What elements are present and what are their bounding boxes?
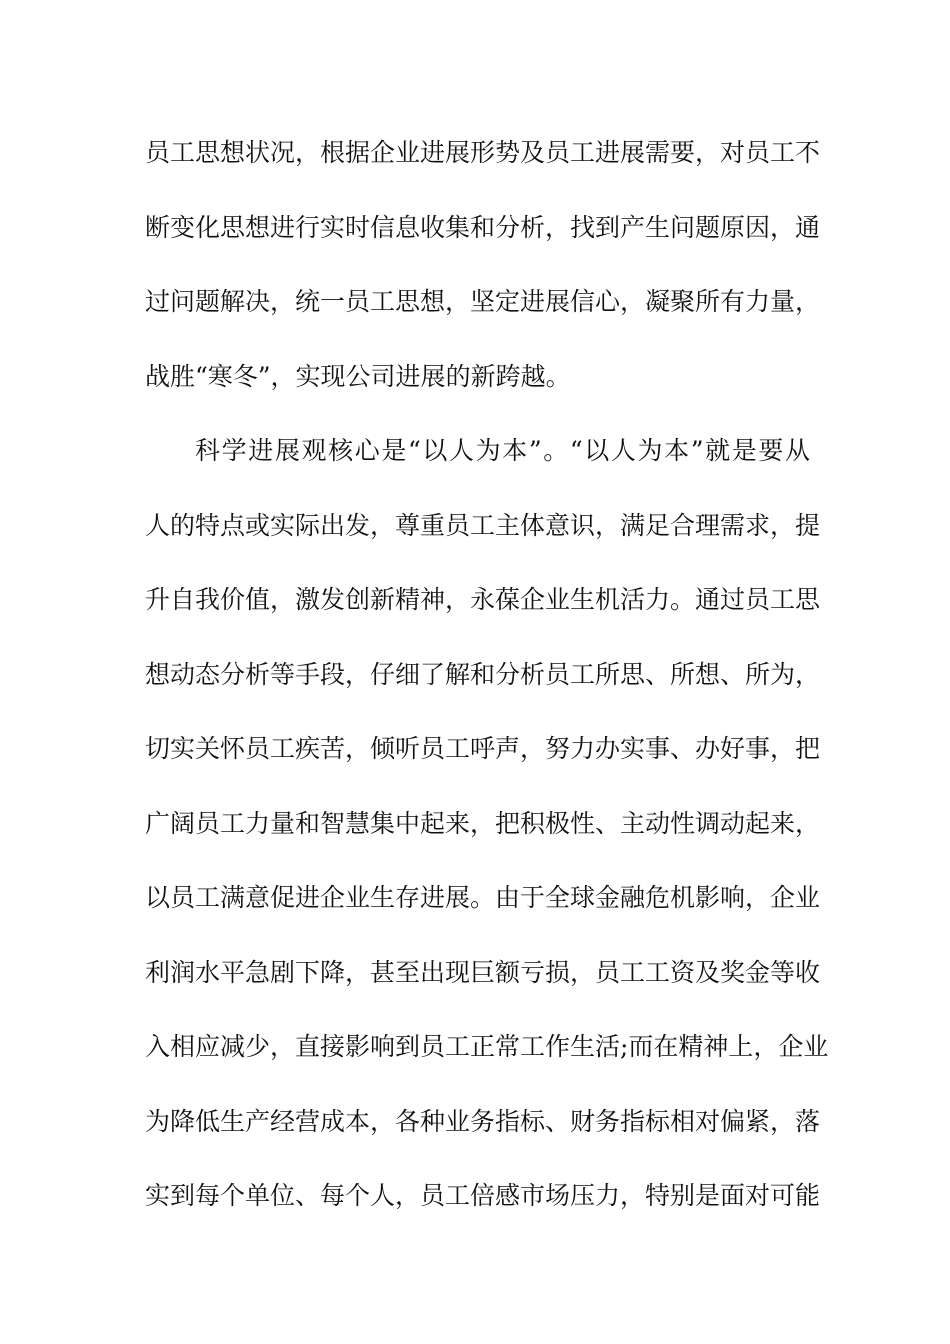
text-line-1: 员工思想状况，根据企业进展形势及员工进展需要，对员工不: [145, 138, 821, 167]
body-text: [145, 128, 829, 1246]
text-line-10: 广阔员工力量和智慧集中起来，把积极性、主动性调动起来，: [145, 808, 821, 838]
text-line-12: 利润水平急剧下降，甚至出现巨额亏损，员工工资及奖金等收: [145, 957, 821, 987]
text-line-3: 过问题解决，统一员工思想，坚定进展信心，凝聚所有力量，: [145, 287, 821, 316]
text-line-5: 科学进展观核心是“以人为本”。“以人为本”就是要从: [195, 436, 810, 465]
text-line-9: 切实关怀员工疾苦，倾听员工呼声，努力办实事、办好事，把: [145, 734, 821, 763]
text-line-13: 入相应减少，直接影响到员工正常工作生活;而在精神上，企业: [145, 1032, 829, 1061]
text-line-14: 为降低生产经营成本，各种业务指标、财务指标相对偏紧，落: [145, 1106, 821, 1136]
text-line-15: 实到每个单位、每个人，员工倍感市场压力，特别是面对可能: [145, 1181, 821, 1210]
text-line-6: 人的特点或实际出发，尊重员工主体意识，满足合理需求，提: [145, 510, 821, 540]
text-line-11: 以员工满意促进企业生存进展。由于全球金融危机影响，企业: [145, 883, 821, 912]
text-line-2: 断变化思想进行实时信息收集和分析，找到产生问题原因，通: [145, 212, 821, 242]
text-line-7: 升自我价值，激发创新精神，永葆企业生机活力。通过员工思: [145, 585, 821, 614]
text-line-8: 想动态分析等手段，仔细了解和分析员工所思、所想、所为，: [145, 659, 821, 689]
text-line-4: 战胜“寒冬”，实现公司进展的新跨越。: [145, 361, 571, 391]
